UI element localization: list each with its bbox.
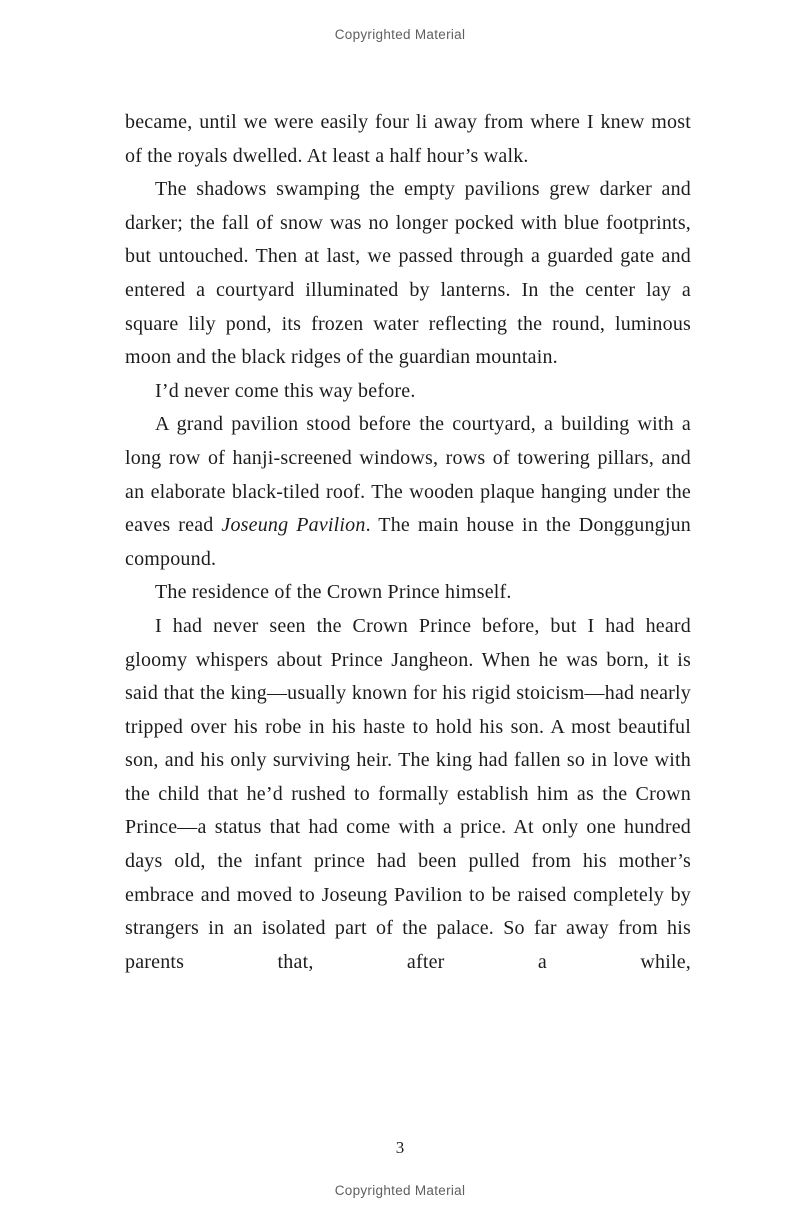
text-segment: . The main house in the Donggungjun compound. [125,514,692,570]
paragraph [125,408,691,576]
paragraph [125,375,691,409]
text-segment: The residence of the Crown Prince himself. [155,581,512,604]
paragraph [125,106,691,173]
paragraph [125,610,691,980]
paragraph [125,173,691,375]
paragraph [125,576,691,610]
text-segment: Joseung Pavilion [221,514,366,537]
text-segment: I had never seen the Crown Prince before, but I had heard gloomy whispers about Prince Jangheon. When he was born, it is said that the king—usually known for his rigid stoicism—had nearly tripped over his robe in his haste to hold his son. A most beautiful son, and his only surviving heir. The king had fallen so in love with the child that he’d rushed to formally establish him as the Crown Prince—a status that had come with a price. At only one hundred days old, the infant prince had been pulled from his mother’s embrace and moved to Joseung Pavilion to be raised completely by strangers in an isolated part of the palace. So far away from his parents that, after a while, [125,614,691,973]
text-block [125,106,691,979]
text-segment: A grand pavilion stood before the courtyard, a building with a long row of hanji-screened windows, rows of towering pillars, and an elaborate black-tiled roof. The wooden plaque hanging under the eaves read [125,413,691,537]
text-segment: The shadows swamping the empty pavilions grew darker and darker; the fall of snow was no longer pocked with blue footprints, but untouched. Then at last, we passed through a guarded gate and entered a courtyard illuminated by lanterns. In the center lay a square lily pond, its frozen water reflecting the round, luminous moon and the black ridges of the guardian mountain. [125,178,691,369]
copyright-notice-top: Copyrighted Material [334,27,466,42]
copyright-notice-bottom: Copyrighted Material [334,1183,466,1198]
text-segment: became, until we were easily four li away from where I knew most of the royals dwelled. At least a half hour’s walk. [125,111,691,167]
page-number: 3 [395,1138,405,1157]
text-segment: I’d never come this way before. [155,379,416,402]
